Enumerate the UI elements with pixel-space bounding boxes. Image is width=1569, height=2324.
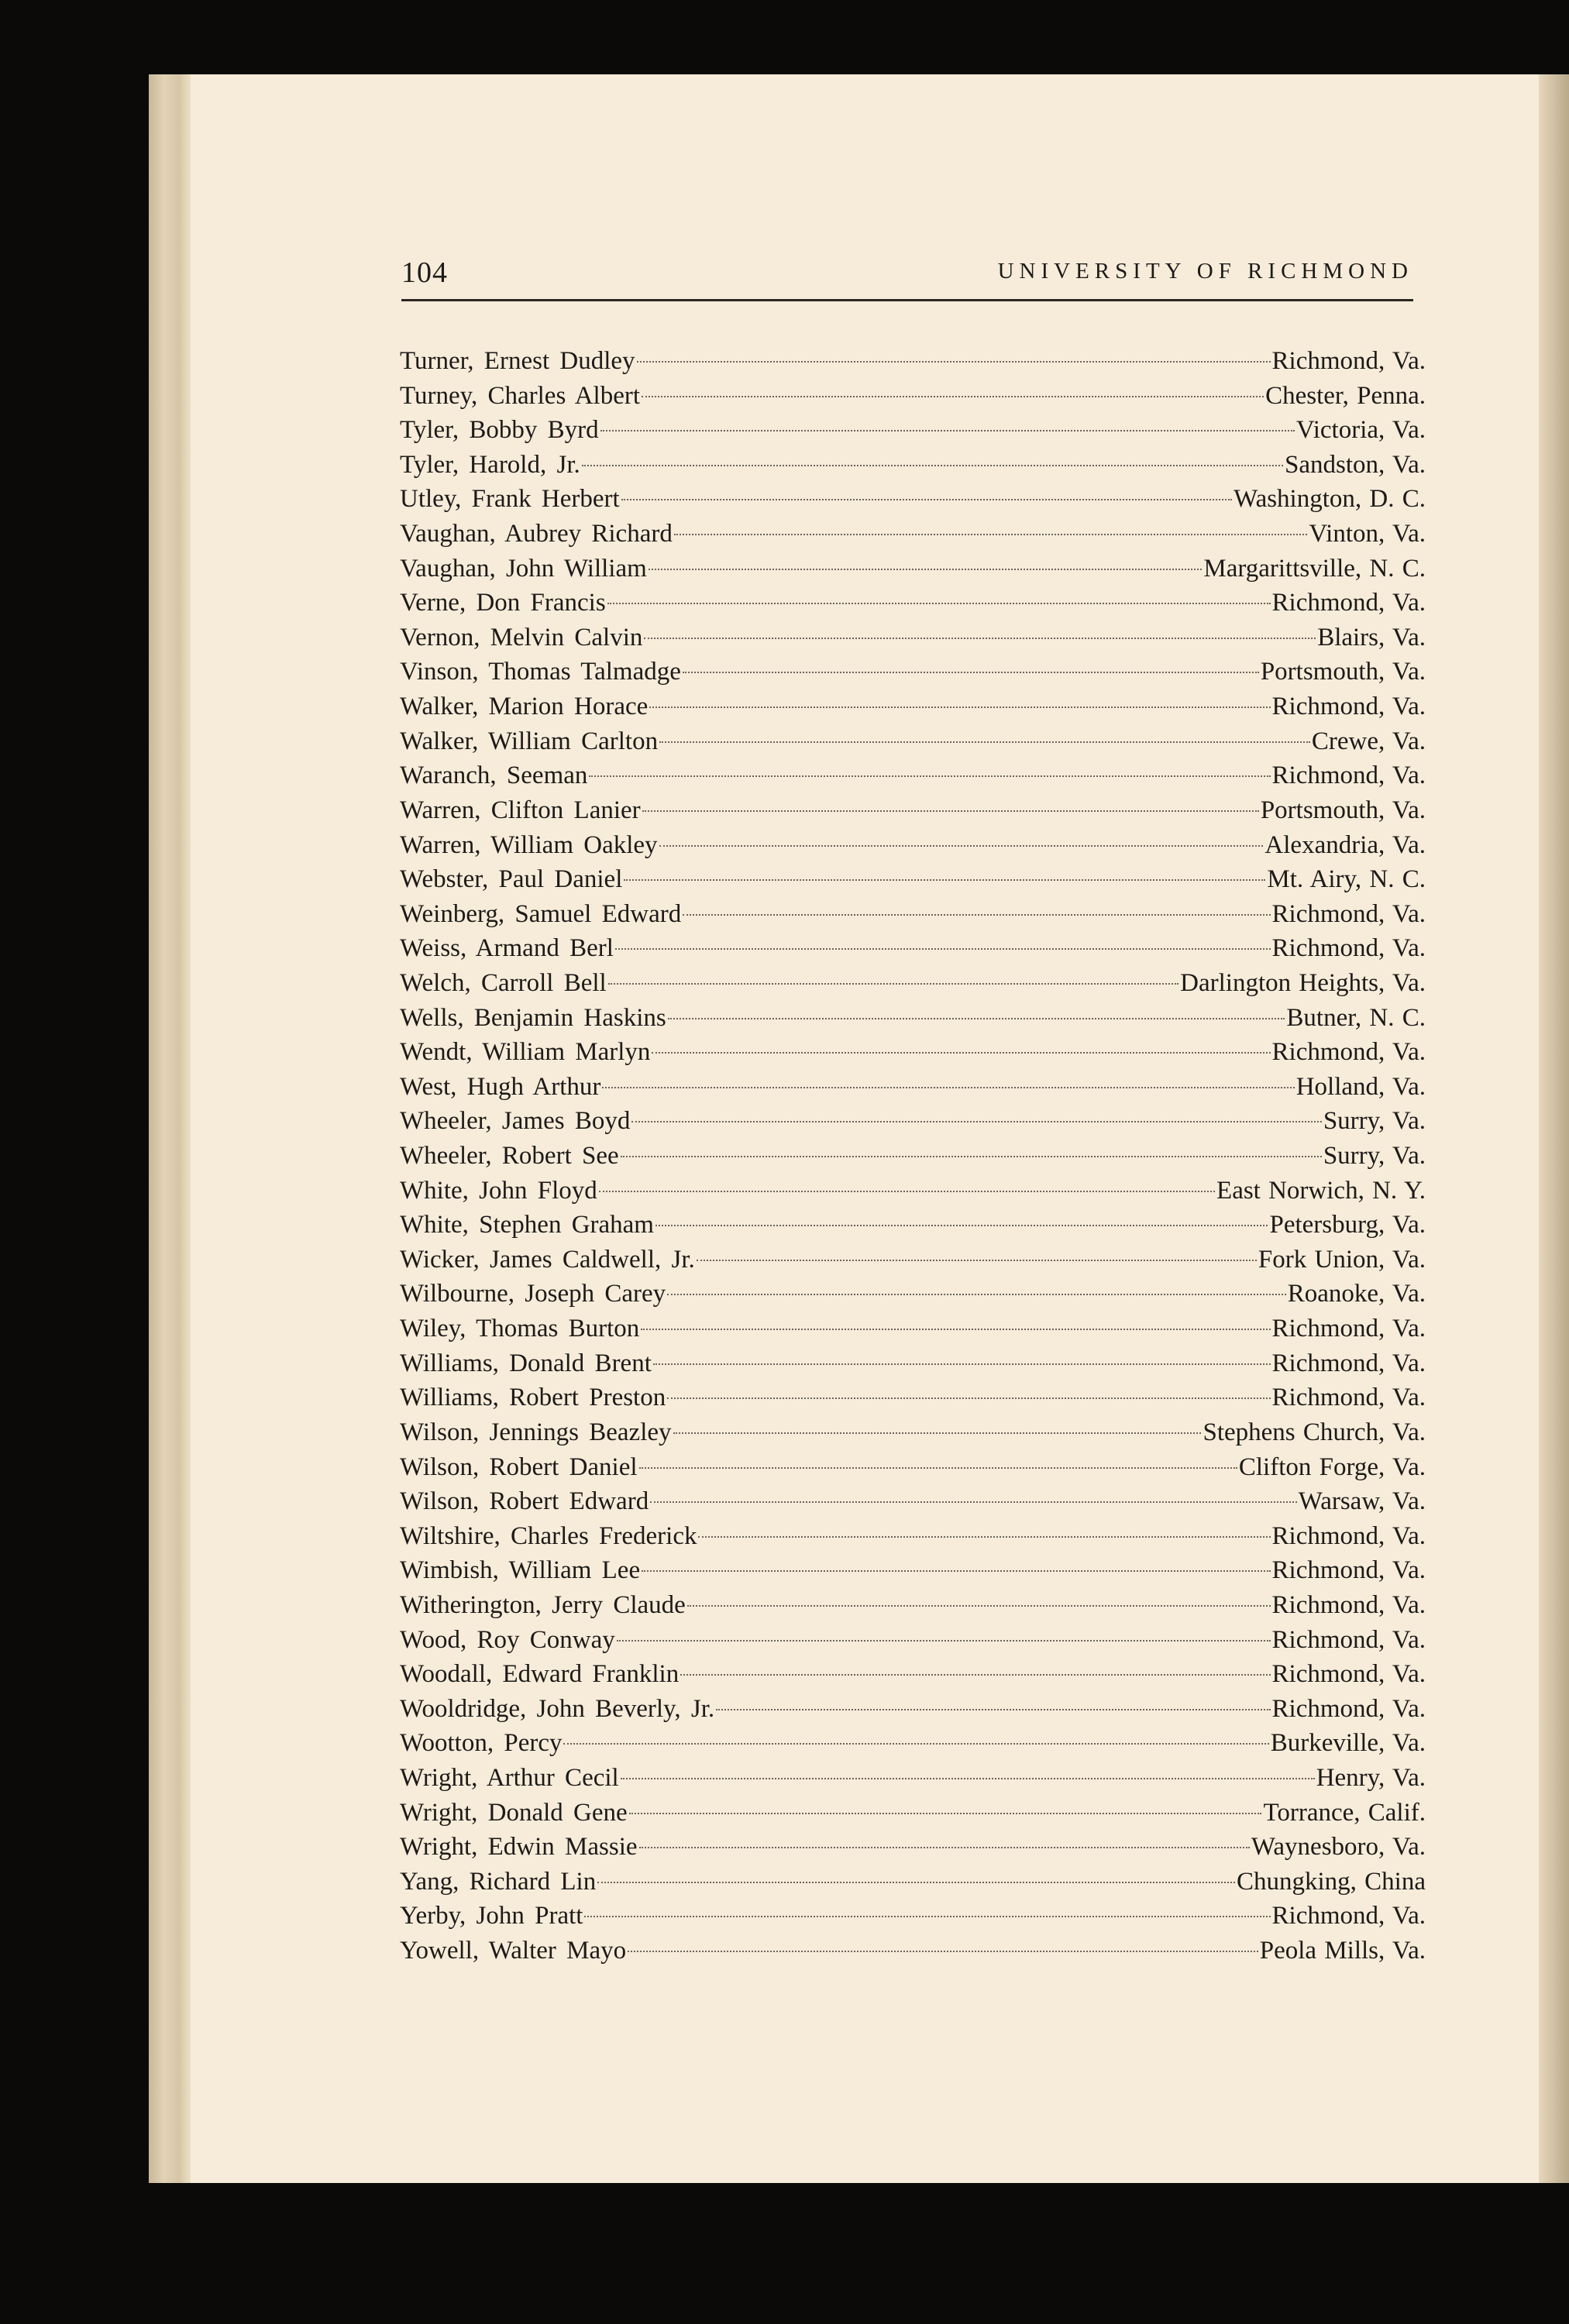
entry-name: Warren, Clifton Lanier [400, 796, 641, 824]
entry-place: Richmond, Va. [1271, 1384, 1426, 1412]
entry-place: Portsmouth, Va. [1260, 796, 1426, 824]
list-item [400, 897, 1426, 932]
entry-place: Butner, N. C. [1286, 1003, 1426, 1032]
entry-place: Richmond, Va. [1271, 761, 1426, 790]
entry-place: Surry, Va. [1323, 1107, 1426, 1136]
entry-name: Wright, Edwin Massie [400, 1833, 638, 1862]
entry-name: Wootton, Percy [400, 1729, 563, 1758]
entry-name: Weiss, Armand Berl [400, 934, 614, 963]
entry-name: Turney, Charles Albert [400, 381, 641, 410]
entry-place: Richmond, Va. [1271, 1625, 1426, 1654]
dot-leader [683, 672, 1259, 673]
entry-place: Richmond, Va. [1271, 1349, 1426, 1377]
entry-name: Wheeler, James Boyd [400, 1107, 631, 1136]
dot-leader [607, 603, 1271, 604]
entry-place: Richmond, Va. [1271, 1556, 1426, 1585]
list-item [400, 1796, 1426, 1831]
dot-leader [589, 775, 1270, 777]
entry-name: Vaughan, John William [400, 554, 647, 583]
entry-name: Wendt, William Marlyn [400, 1038, 651, 1067]
dot-leader [628, 1951, 1258, 1952]
list-item [400, 552, 1426, 586]
list-item [400, 1001, 1426, 1036]
entry-place: Richmond, Va. [1271, 1660, 1426, 1689]
entry-place: Stephens Church, Va. [1203, 1418, 1426, 1446]
running-title: UNIVERSITY OF RICHMOND [997, 259, 1413, 284]
list-item [400, 1104, 1426, 1139]
entry-place: Darlington Heights, Va. [1180, 968, 1426, 997]
dot-leader [649, 569, 1203, 570]
list-item [400, 1553, 1426, 1588]
dot-leader [655, 1225, 1268, 1226]
entry-name: Tyler, Harold, Jr. [400, 450, 580, 479]
page-number: 104 [401, 256, 448, 289]
entry-place: Washington, D. C. [1234, 485, 1426, 514]
entry-place: Peola Mills, Va. [1259, 1937, 1426, 1965]
entry-place: Vinton, Va. [1309, 520, 1426, 548]
entry-name: Walker, William Carlton [400, 727, 659, 755]
dot-leader [617, 1640, 1271, 1642]
entry-place: Warsaw, Va. [1298, 1487, 1426, 1516]
entry-place: Richmond, Va. [1271, 693, 1426, 721]
list-item [400, 1761, 1426, 1796]
dot-leader [653, 1363, 1271, 1365]
dot-leader [698, 1536, 1270, 1538]
list-item [400, 1865, 1426, 1899]
entry-name: Yang, Richard Lin [400, 1867, 597, 1896]
entry-name: Wheeler, Robert See [400, 1142, 619, 1171]
list-item [400, 448, 1426, 483]
entry-place: Clifton Forge, Va. [1238, 1452, 1426, 1481]
dot-leader [642, 810, 1259, 812]
entry-name: Vaughan, Aubrey Richard [400, 520, 673, 548]
dot-leader [563, 1743, 1268, 1745]
entry-name: Waranch, Seeman [400, 761, 588, 790]
entry-name: Wiley, Thomas Burton [400, 1315, 640, 1343]
page-right-edge [1539, 74, 1569, 2183]
list-item [400, 379, 1426, 414]
entry-name: Weinberg, Samuel Edward [400, 899, 682, 928]
entry-place: Petersburg, Va. [1269, 1211, 1426, 1239]
entry-place: Richmond, Va. [1271, 1038, 1426, 1067]
entry-place: Margarittsville, N. C. [1203, 554, 1426, 583]
entry-place: Sandston, Va. [1285, 450, 1426, 479]
entry-place: Alexandria, Va. [1264, 830, 1426, 859]
dot-leader [599, 1191, 1215, 1192]
dot-leader [668, 1018, 1285, 1019]
list-item [400, 758, 1426, 793]
list-item [400, 517, 1426, 552]
entry-name: Verne, Don Francis [400, 589, 606, 617]
entry-name: Witherington, Jerry Claude [400, 1590, 686, 1619]
entry-name: Wells, Benjamin Haskins [400, 1003, 666, 1032]
entry-name: Wiltshire, Charles Frederick [400, 1521, 697, 1550]
entry-place: Richmond, Va. [1271, 1521, 1426, 1550]
entry-place: Richmond, Va. [1271, 1315, 1426, 1343]
running-head [401, 256, 1413, 301]
dot-leader [674, 534, 1308, 535]
entry-name: Webster, Paul Daniel [400, 865, 623, 894]
dot-leader [621, 499, 1232, 500]
dot-leader [659, 845, 1264, 847]
dot-leader [637, 361, 1271, 363]
entry-place: Mt. Airy, N. C. [1267, 865, 1426, 894]
entry-place: Richmond, Va. [1271, 347, 1426, 375]
entry-name: Warren, William Oakley [400, 830, 658, 859]
entry-name: Walker, Marion Horace [400, 693, 649, 721]
entry-name: Turner, Ernest Dudley [400, 347, 635, 375]
list-item [400, 344, 1426, 379]
entry-place: Richmond, Va. [1271, 1902, 1426, 1930]
entry-place: Burkeville, Va. [1270, 1729, 1426, 1758]
dot-leader [716, 1709, 1270, 1710]
dot-leader [639, 1467, 1237, 1469]
entry-place: Holland, Va. [1295, 1072, 1426, 1101]
list-item [400, 1519, 1426, 1554]
list-item [400, 1070, 1426, 1105]
entry-place: Richmond, Va. [1271, 899, 1426, 928]
entry-name: Wilson, Jennings Beazley [400, 1418, 672, 1446]
list-item [400, 1899, 1426, 1934]
list-item [400, 1243, 1426, 1277]
entry-place: Chester, Penna. [1265, 381, 1426, 410]
dot-leader [683, 914, 1270, 916]
dot-leader [673, 1432, 1202, 1434]
entry-name: Vinson, Thomas Talmadge [400, 658, 681, 686]
dot-leader [667, 1397, 1270, 1399]
entry-place: Blairs, Va. [1317, 623, 1426, 651]
entry-name: White, Stephen Graham [400, 1211, 654, 1239]
entry-name: Utley, Frank Herbert [400, 485, 620, 514]
dot-leader [621, 1778, 1315, 1779]
list-item [400, 1277, 1426, 1312]
list-item [400, 1208, 1426, 1243]
entry-name: West, Hugh Arthur [400, 1072, 601, 1101]
entry-place: East Norwich, N. Y. [1216, 1176, 1426, 1205]
dot-leader [631, 1121, 1321, 1122]
list-item [400, 1588, 1426, 1623]
dot-leader [697, 1260, 1257, 1261]
list-item [400, 966, 1426, 1001]
entry-place: Richmond, Va. [1271, 589, 1426, 617]
dot-leader [639, 1847, 1250, 1848]
dot-leader [602, 1087, 1294, 1088]
list-item [400, 1484, 1426, 1519]
dot-leader [615, 948, 1271, 950]
list-item [400, 1692, 1426, 1727]
dot-leader [629, 1813, 1262, 1814]
entry-name: Wooldridge, John Beverly, Jr. [400, 1694, 715, 1723]
list-item [400, 413, 1426, 448]
dot-leader [649, 706, 1270, 708]
entry-place: Victoria, Va. [1295, 416, 1426, 445]
entry-name: Wood, Roy Conway [400, 1625, 615, 1654]
entry-name: Wilbourne, Joseph Carey [400, 1280, 666, 1308]
list-item [400, 828, 1426, 863]
dot-leader [600, 430, 1295, 431]
list-item [400, 1415, 1426, 1450]
entry-place: Richmond, Va. [1271, 934, 1426, 963]
entry-name: White, John Floyd [400, 1176, 597, 1205]
entry-name: Welch, Carroll Bell [400, 968, 607, 997]
list-item [400, 1830, 1426, 1865]
entry-place: Torrance, Calif. [1263, 1798, 1426, 1827]
list-item [400, 1623, 1426, 1658]
entry-name: Wright, Donald Gene [400, 1798, 628, 1827]
list-item [400, 689, 1426, 724]
entry-place: Portsmouth, Va. [1260, 658, 1426, 686]
entry-name: Williams, Donald Brent [400, 1349, 652, 1377]
entry-name: Tyler, Bobby Byrd [400, 416, 599, 445]
entry-name: Wilson, Robert Edward [400, 1487, 649, 1516]
dot-leader [582, 465, 1283, 466]
list-item [400, 1380, 1426, 1415]
dot-leader [652, 1052, 1270, 1054]
entry-place: Roanoke, Va. [1287, 1280, 1426, 1308]
list-item [400, 1657, 1426, 1692]
list-item [400, 931, 1426, 966]
list-item [400, 724, 1426, 759]
entry-place: Henry, Va. [1316, 1763, 1426, 1792]
entry-name: Yerby, John Pratt [400, 1902, 583, 1930]
dot-leader [650, 1501, 1297, 1503]
dot-leader [659, 741, 1310, 743]
entry-place: Surry, Va. [1323, 1142, 1426, 1171]
dot-leader [687, 1605, 1271, 1607]
entry-name: Williams, Robert Preston [400, 1384, 666, 1412]
entry-place: Crewe, Va. [1311, 727, 1426, 755]
list-item [400, 1934, 1426, 1968]
list-item [400, 862, 1426, 897]
list-item [400, 1450, 1426, 1485]
list-item [400, 482, 1426, 517]
list-item [400, 655, 1426, 689]
entry-name: Wilson, Robert Daniel [400, 1452, 638, 1481]
entry-name: Wright, Arthur Cecil [400, 1763, 619, 1792]
dot-leader [624, 879, 1265, 881]
dot-leader [644, 638, 1316, 639]
dot-leader [680, 1674, 1270, 1676]
entry-place: Richmond, Va. [1271, 1590, 1426, 1619]
list-item [400, 793, 1426, 828]
dot-leader [621, 1156, 1322, 1157]
list-item [400, 1174, 1426, 1208]
list-item [400, 1346, 1426, 1381]
page-edge [149, 74, 192, 2183]
dot-leader [641, 1329, 1270, 1330]
list-item [400, 1312, 1426, 1346]
directory-list [400, 344, 1426, 1968]
dot-leader [642, 1570, 1270, 1572]
entry-name: Yowell, Walter Mayo [400, 1937, 627, 1965]
list-item [400, 1035, 1426, 1070]
list-item [400, 586, 1426, 621]
dot-leader [667, 1294, 1286, 1295]
entry-name: Wicker, James Caldwell, Jr. [400, 1245, 695, 1274]
dot-leader [608, 983, 1178, 985]
entry-name: Woodall, Edward Franklin [400, 1660, 680, 1689]
dot-leader [597, 1882, 1235, 1883]
list-item [400, 1139, 1426, 1174]
entry-place: Richmond, Va. [1271, 1694, 1426, 1723]
entry-place: Fork Union, Va. [1258, 1245, 1426, 1274]
list-item [400, 621, 1426, 655]
dot-leader [584, 1916, 1270, 1917]
list-item [400, 1726, 1426, 1761]
entry-name: Vernon, Melvin Calvin [400, 623, 643, 651]
entry-name: Wimbish, William Lee [400, 1556, 641, 1585]
dot-leader [642, 396, 1264, 397]
entry-place: Waynesboro, Va. [1251, 1833, 1426, 1862]
entry-place: Chungking, China [1236, 1867, 1426, 1896]
